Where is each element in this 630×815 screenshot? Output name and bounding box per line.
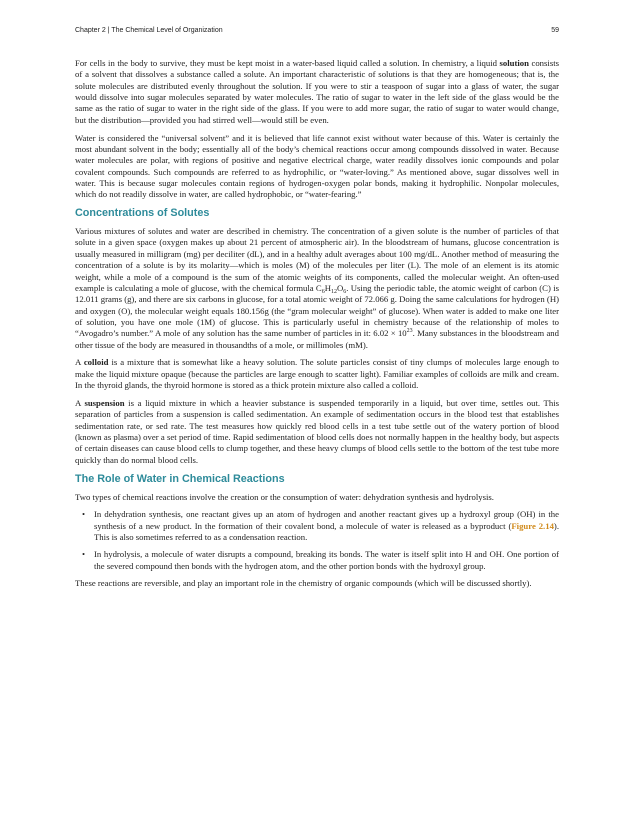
term-suspension: suspension [84,397,125,408]
paragraph-colloid: A colloid is a mixture that is somewhat like a heavy solution. The solute particles consist of tiny clumps of molecules large enough to make the liquid mixture opaque (because the particles are large enough to scatter light). Familiar examples of colloids are milk and cream. In the thyroid glands, the thyroid hormone is stored as a thick protein mixture also called a colloid. [75,357,560,391]
paragraph-reaction-types: Two types of chemical reactions involve the creation or the consumption of water: dehydration synthesis and hydrolysis. [75,491,494,502]
paragraph-suspension: A suspension is a liquid mixture in which a heavier substance is suspended temporarily in a liquid, but over time, settles out. This separation of particles from a suspension is called sedimentation. An example of sedimentation occurs in the blood test that establishes sedimentation rate, or sed rate. The test measures how quickly red blood cells in a test tube settle out of the watery portion of blood (known as plasma) over a set period of time. Rapid sedimentation of blood cells does not normally happen in the healthy body, but aspects of certain diseases can cause blood cells to clump together, and these heavy clumps of blood cells settle to the bottom of the test tube more quickly than do normal blood cells. [75,397,560,465]
term-colloid: colloid [83,357,109,368]
bullet-icon: • [82,549,86,560]
bullet-icon: • [82,509,86,520]
paragraph-universal-solvent: Water is considered the “universal solvent” and it is believed that life cannot exist without water because of this. Water is certainly the most abundant solvent in the body; essentially all of the body’s chemical reactions occur among compounds dissolved in water. Because water molecules are polar, with regions of positive and negative electrical charge, water readily dissolves ionic compounds and polar covalent compounds. Such compounds are referred to as hydrophilic, or “water-loving.” As mentioned above, sugar dissolves well in water. This is because sugar molecules contain regions of hydrogen-oxygen polar bonds, making it hydrophilic. Nonpolar molecules, which do not readily dissolve in water, are called hydrophobic, or “water-fearing.” [75,132,559,200]
figure-link[interactable]: Figure 2.14 [511,520,554,531]
body-text [75,58,559,596]
section-heading-concentrations: Concentrations of Solutes [75,207,210,220]
chapter-title: Chapter 2 | The Chemical Level of Organization [75,27,223,34]
list-item: • In hydrolysis, a molecule of water disrupts a compound, breaking its bonds. The water is itself split into H and OH. One portion of the severed compound then bonds with the hydrogen atom, and the other portion bonds with the hydroxyl group. [82,549,559,571]
page-number: 59 [551,27,559,34]
list-item: • In dehydration synthesis, one reactant gives up an atom of hydrogen and another reactant gives up a hydroxyl group (OH) in the synthesis of a new product. In the formation of their covalent bond, a molecule of water is released as a byproduct (Figure 2.14). This is also sometimes referred to as a condensation reaction. [82,509,559,543]
paragraph-solution: For cells in the body to survive, they must be kept moist in a water-based liquid called a solution. In chemistry, a liquid solution consists of a solvent that dissolves a substance called a solute. An important characteristic of solutions is that they are homogeneous; that is, the solute molecules are distributed evenly throughout the solution. If you were to stir a teaspoon of sugar into a glass of water, the sugar would dissolve into sugar molecules separated by water molecules. The ratio of sugar to water in the left side of the glass would be the same as the ratio of sugar to water in the right side of the glass. If you were to add more sugar, the ratio of sugar to water would change, but the distribution—provided you had stirred well—would still be even. [75,58,559,125]
term-solution: solution [499,58,529,68]
running-header [75,27,559,34]
paragraph-concentration: Various mixtures of solutes and water are described in chemistry. The concentration of a given solute is the number of particles of that solute in a given space (oxygen makes up about 21 percent of atmospheric air). In the bloodstream of humans, glucose concentration is usually measured in milligram (mg) per deciliter (dL), and in a healthy adult averages about 100 mg/dL. Another method of measuring the concentration of a solute is by its molarity—which is moles (M) of the molecules per liter (L). The mole of an element is its atomic weight, while a mole of a compound is the sum of the atomic weights of its components, called the molecular weight. An often-used example is calculating a mole of glucose, with the chemical formula $C_6H_{12}O_6$. Using the periodic table, the atomic weight of carbon (C) is 12.011 grams (g), and there are six carbons in glucose, for a total atomic weight of 72.066 g. Doing the same calculations for hydrogen (H) and oxygen (O), the molecular weight equals 180.156g (the “gram molecular weight” of glucose). When water is added to make one liter of solution, you have one mole (1M) of glucose. This is particularly useful in chemistry because of the relationship of moles to “Avogadro’s number.” A mole of any solution has the same number of particles in it: $6.02 \times 10^{23}$. Many substances in the bloodstream and other tissue of the body are measured in thousandths of a mole, or millimoles (mM). [75,226,559,350]
paragraph-reversible: These reactions are reversible, and play an important role in the chemistry of organic compounds (which will be discussed shortly). [75,578,532,589]
bullet-list [75,509,559,572]
section-heading-water-reactions: The Role of Water in Chemical Reactions [75,472,285,485]
